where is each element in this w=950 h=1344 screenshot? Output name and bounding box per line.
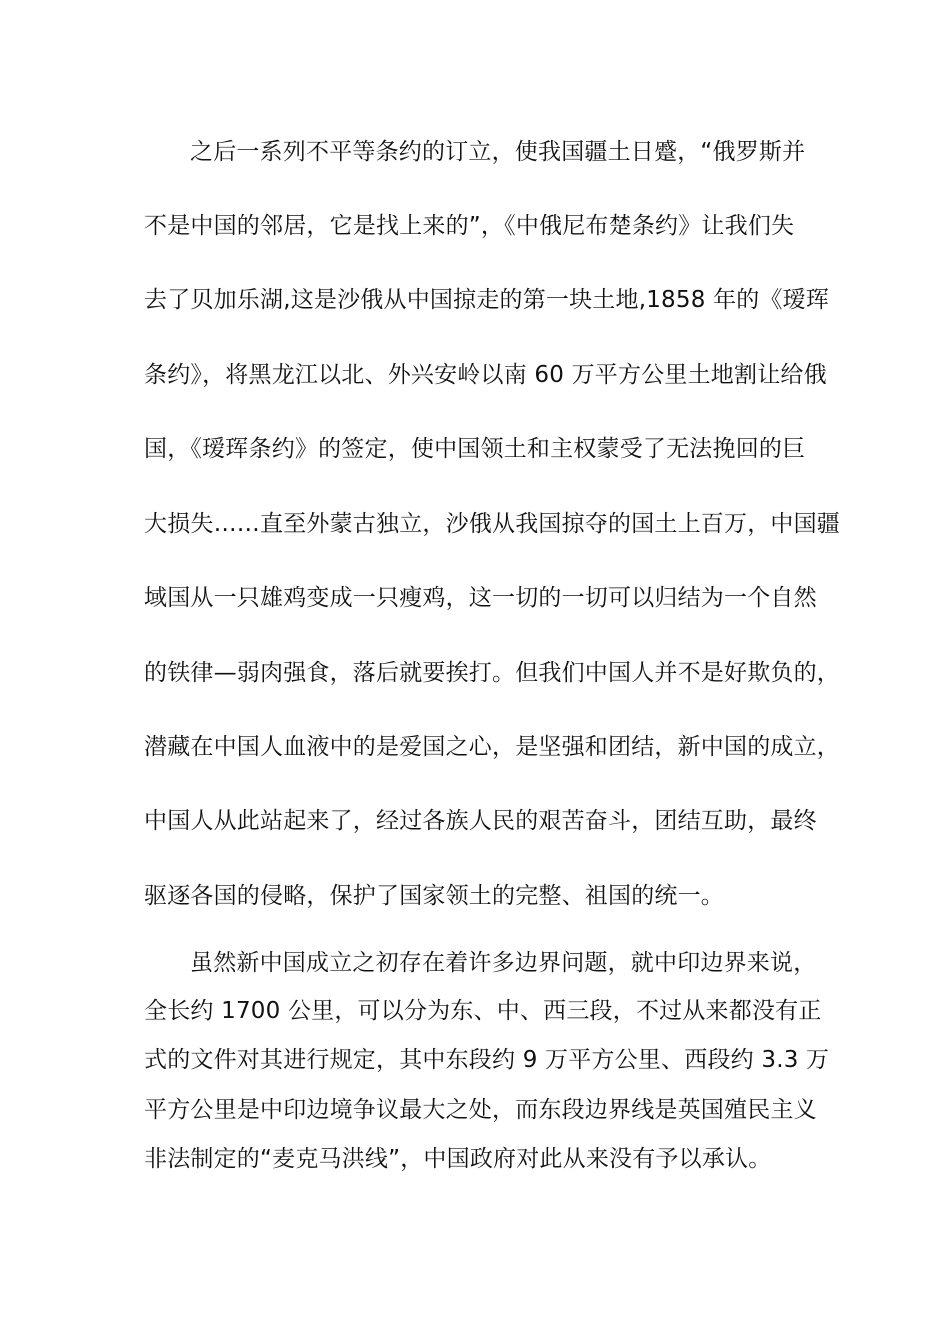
paragraph-1-line-2: 不是中国的邻居，它是找上来的”，《中俄尼布楚条约》让我们失 [144,213,795,239]
paragraph-2-line-4: 平方公里是中印边境争议最大之处，而东段边界线是英国殖民主义 [144,1097,817,1123]
paragraph-1-line-3: 去了贝加乐湖,这是沙俄从中国掠走的第一块土地,1858 年的《瑷珲 [144,287,830,313]
paragraph-2-line-5: 非法制定的“麦克马洪线”，中国政府对此从来没有予以承认。 [144,1146,772,1172]
paragraph-1-line-6: 大损失……直至外蒙古独立，沙俄从我国掠夺的国土上百万，中国疆 [144,511,840,537]
paragraph-1-line-11: 驱逐各国的侵略，保护了国家领土的完整、祖国的统一。 [144,883,724,909]
paragraph-1-line-10: 中国人从此站起来了，经过各族人民的艰苦奋斗，团结互助，最终 [144,808,817,834]
paragraph-1-line-9: 潜藏在中国人血液中的是爱国之心，是坚强和团结，新中国的成立， [144,734,840,760]
paragraph-2-line-3: 式的文件对其进行规定，其中东段约 9 万平方公里、西段约 3.3 万 [144,1047,830,1073]
paragraph-2-line-1: 虽然新中国成立之初存在着许多边界问题，就中印边界来说， [190,950,817,976]
paragraph-1-line-4: 条约》，将黑龙江以北、外兴安岭以南 60 万平方公里土地割让给俄 [144,362,827,388]
paragraph-1-line-8: 的铁律—弱肉强食，落后就要挨打。但我们中国人并不是好欺负的， [144,660,840,686]
paragraph-1-line-7: 域国从一只雄鸡变成一只瘦鸡，这一切的一切可以归结为一个自然 [144,585,817,611]
paragraph-1-line-1: 之后一系列不平等条约的订立，使我国疆土日蹙，“俄罗斯并 [190,139,806,165]
paragraph-1-line-5: 国，《瑷珲条约》的签定，使中国领土和主权蒙受了无法挽回的巨 [144,436,806,462]
paragraph-2-line-2: 全长约 1700 公里，可以分为东、中、西三段，不过从来都没有正 [144,998,822,1024]
